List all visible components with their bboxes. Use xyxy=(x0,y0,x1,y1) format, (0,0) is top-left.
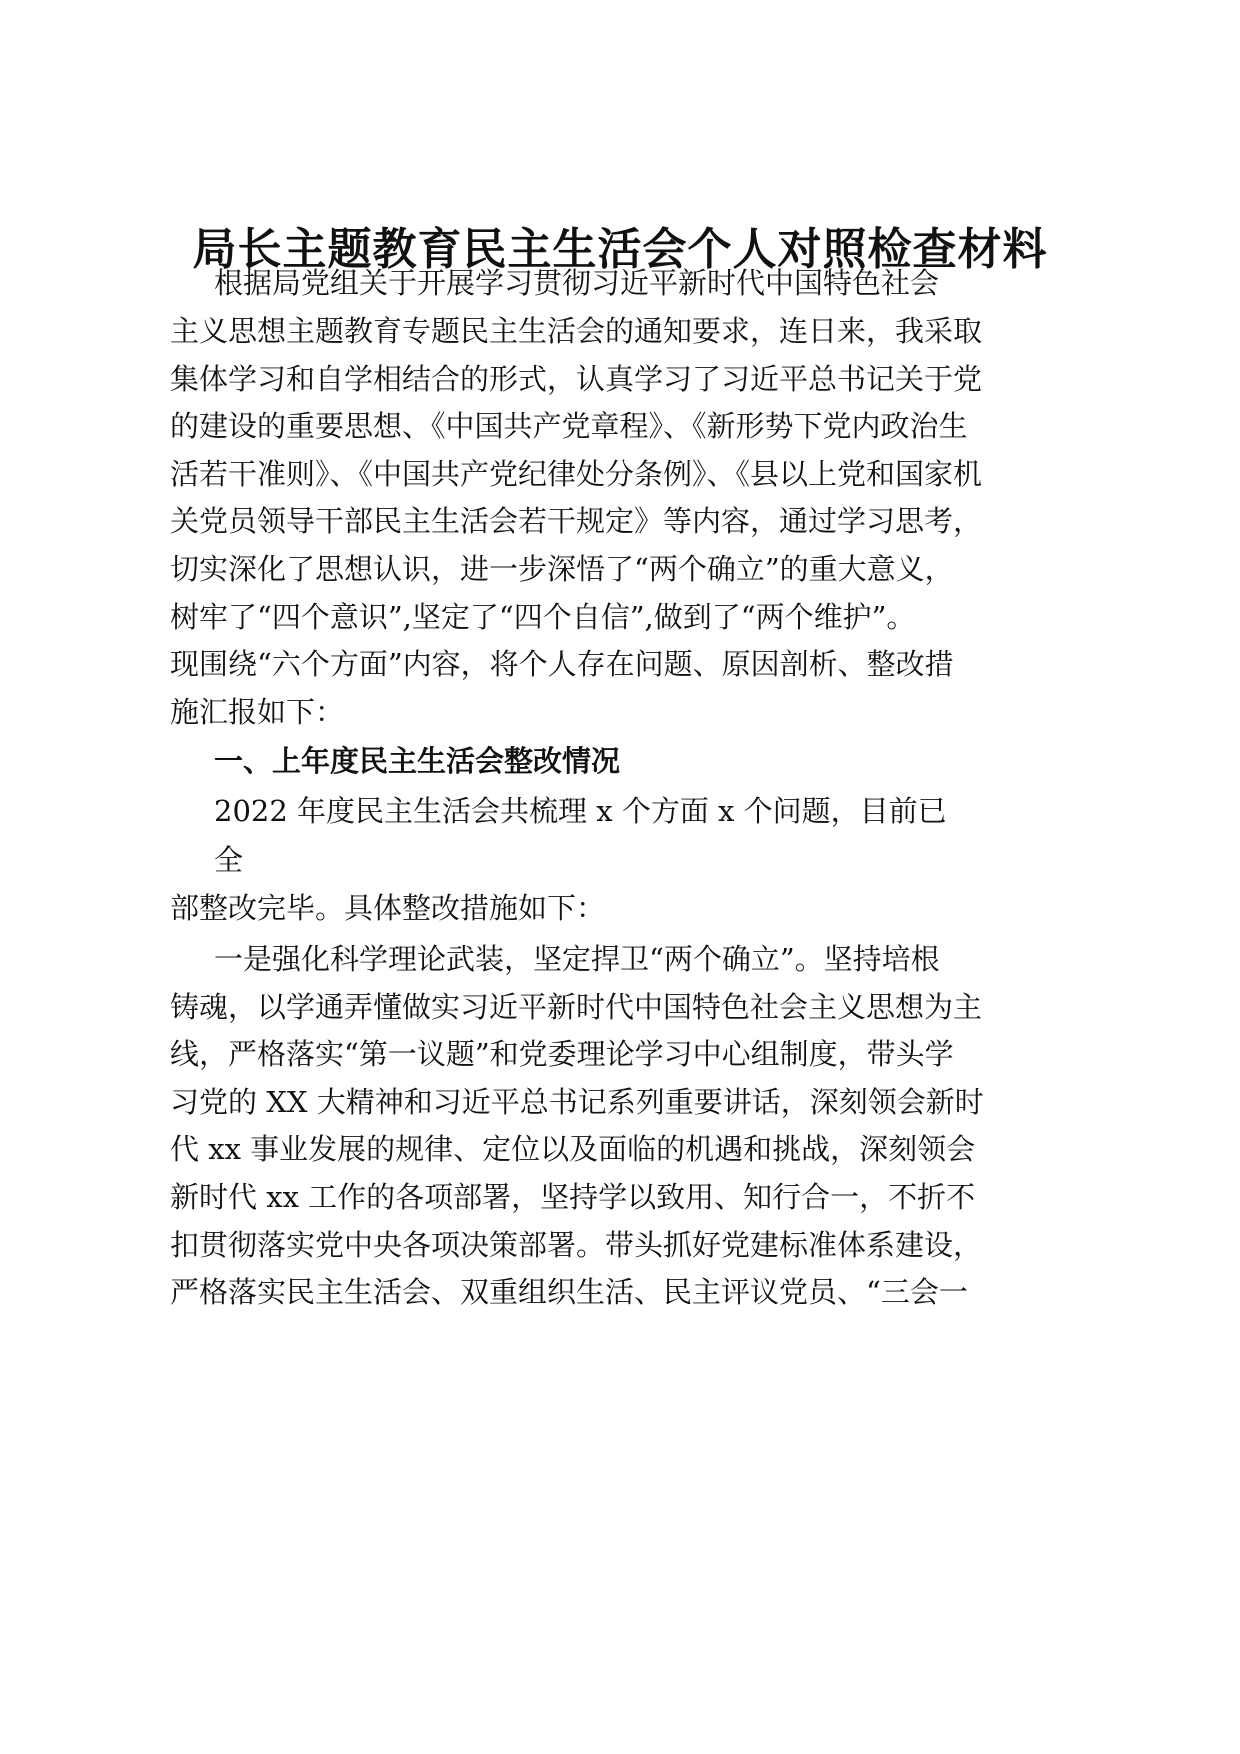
point1-line-8: 严格落实民主生活会、双重组织生活、民主评议党员、“三会一 xyxy=(170,1275,968,1309)
point1-line-4: 习党的 XX 大精神和习近平总书记系列重要讲话，深刻领会新时 xyxy=(170,1085,984,1119)
section1-line-1: 2022 年度民主生活会共梳理 x 个方面 x 个问题，目前已 xyxy=(214,794,947,828)
point1-line-7: 扣贯彻落实党中央各项决策部署。带头抓好党建标准体系建设， xyxy=(170,1228,983,1262)
intro-line-5: 活若干准则》、《中国共产党纪律处分条例》、《县以上党和国家机 xyxy=(170,457,983,491)
point1-line-3: 线，严格落实“第一议题”和党委理论学习中心组制度，带头学 xyxy=(170,1037,954,1071)
point1-line-6: 新时代 xx 工作的各项部署，坚持学以致用、知行合一，不折不 xyxy=(170,1180,976,1214)
point1-line-1: 一是强化科学理论武装，坚定捍卫“两个确立”。坚持培根 xyxy=(214,942,940,976)
point1-line-5: 代 xx 事业发展的规律、定位以及面临的机遇和挑战，深刻领会 xyxy=(170,1132,976,1166)
intro-line-7: 切实深化了思想认识，进一步深悟了“两个确立”的重大意义， xyxy=(170,552,954,586)
intro-line-6: 关党员领导干部民主生活会若干规定》等内容，通过学习思考， xyxy=(170,504,983,538)
intro-line-9: 现围绕“六个方面”内容，将个人存在问题、原因剖析、整改措 xyxy=(170,647,954,681)
intro-line-3: 集体学习和自学相结合的形式，认真学习了习近平总书记关于党 xyxy=(170,362,983,396)
intro-line-2: 主义思想主题教育专题民主生活会的通知要求，连日来，我采取 xyxy=(170,314,983,348)
section-heading-1: 一、上年度民主生活会整改情况 xyxy=(214,744,621,778)
document-title: 局长主题教育民主生活会个人对照检查材料 xyxy=(192,224,1048,275)
intro-line-8: 树牢了“四个意识”,坚定了“四个自信”,做到了“两个维护”。 xyxy=(170,600,916,634)
intro-line-4: 的建设的重要思想、《中国共产党章程》、《新形势下党内政治生 xyxy=(170,409,968,443)
section1-line-2: 全 xyxy=(214,843,244,877)
point1-line-2: 铸魂，以学通弄懂做实习近平新时代中国特色社会主义思想为主 xyxy=(170,990,983,1024)
section1-line-3: 部整改完毕。具体整改措施如下： xyxy=(170,891,606,925)
intro-line-1: 根据局党组关于开展学习贯彻习近平新时代中国特色社会 xyxy=(214,266,940,300)
intro-line-10: 施汇报如下： xyxy=(170,695,345,729)
